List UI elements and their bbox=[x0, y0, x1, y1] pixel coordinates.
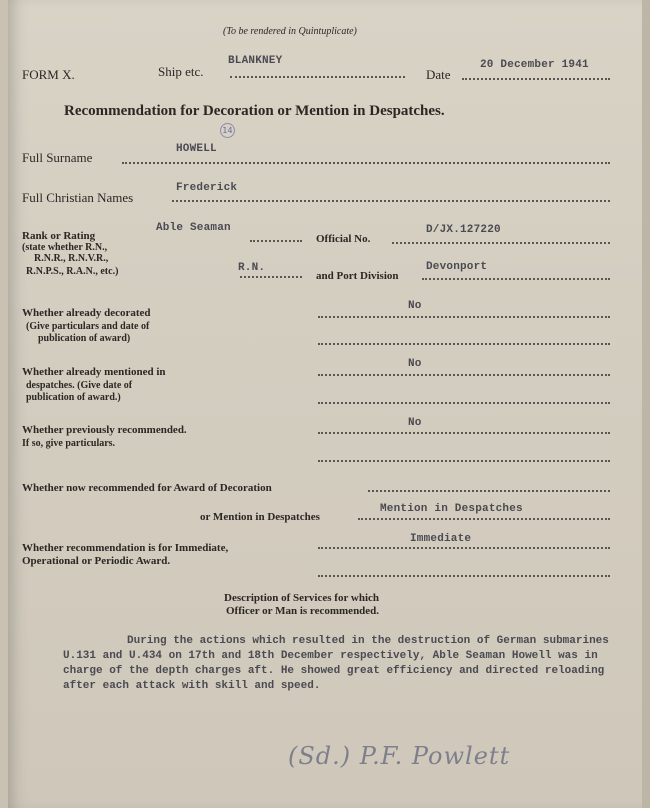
rank-note-1: (state whether R.N., bbox=[22, 242, 108, 253]
mentioned-dotted-line-2 bbox=[318, 402, 610, 404]
christian-names-dotted-line bbox=[172, 200, 610, 202]
rank-value: Able Seaman bbox=[156, 222, 231, 234]
description-heading-2: Officer or Man is recommended. bbox=[226, 605, 380, 617]
decorated-dotted-line-2 bbox=[318, 343, 610, 345]
official-no-dotted-line bbox=[392, 242, 610, 244]
port-division-dotted-line bbox=[422, 278, 610, 280]
mentioned-label-1: Whether already mentioned in bbox=[22, 366, 166, 378]
page-edge bbox=[642, 0, 650, 808]
immediate-label-2: Operational or Periodic Award. bbox=[22, 555, 171, 567]
surname-label: Full Surname bbox=[22, 150, 93, 165]
ship-label: Ship etc. bbox=[158, 64, 204, 79]
quintuplicate-note: (To be rendered in Quintuplicate) bbox=[223, 26, 357, 37]
previous-value: No bbox=[408, 417, 422, 429]
description-text: During the actions which resulted in the destruction of German submarines U.131 and U.434 on 17th and 18th December respectively, Able Seaman Howell was in charge of the depth charges aft. He showed great efficiency and directed reloading after each attack with skill and speed. bbox=[63, 635, 609, 692]
previous-dotted-line-2 bbox=[318, 460, 610, 462]
mention-label: or Mention in Despatches bbox=[200, 511, 320, 523]
ship-dotted-line bbox=[230, 76, 405, 78]
immediate-dotted-line-2 bbox=[318, 575, 610, 577]
christian-names-label: Full Christian Names bbox=[22, 190, 134, 205]
decorated-label-3: publication of award) bbox=[38, 333, 131, 344]
previous-label-1: Whether previously recommended. bbox=[22, 424, 187, 436]
surname-dotted-line bbox=[122, 162, 610, 164]
decorated-label-2: (Give particulars and date of bbox=[26, 321, 150, 332]
form-sheet bbox=[8, 0, 644, 808]
previous-label-2: If so, give particulars. bbox=[22, 438, 116, 449]
mentioned-label-2: despatches. (Give date of bbox=[26, 380, 133, 391]
rank-note-2: R.N.R., R.N.V.R., bbox=[34, 253, 109, 264]
now-recommended-dotted-line bbox=[368, 490, 610, 492]
description-heading-1: Description of Services for which bbox=[224, 592, 379, 604]
handwritten-signature: (Sd.) P.F. Powlett bbox=[288, 742, 511, 770]
official-no-value: D/JX.127220 bbox=[426, 224, 501, 236]
mention-dotted-line bbox=[358, 518, 610, 520]
decorated-value: No bbox=[408, 300, 422, 312]
immediate-dotted-line-1 bbox=[318, 547, 610, 549]
form-title: Recommendation for Decoration or Mention in Despatches. bbox=[64, 103, 445, 119]
official-no-label: Official No. bbox=[316, 233, 371, 245]
date-value: 20 December 1941 bbox=[480, 59, 589, 71]
surname-value: HOWELL bbox=[176, 143, 217, 155]
decorated-dotted-line-1 bbox=[318, 316, 610, 318]
form-label: FORM X. bbox=[22, 67, 75, 82]
port-division-value: Devonport bbox=[426, 261, 488, 273]
decorated-label-1: Whether already decorated bbox=[22, 307, 151, 319]
mentioned-value: No bbox=[408, 358, 422, 370]
service-value: R.N. bbox=[238, 262, 266, 274]
now-recommended-label: Whether now recommended for Award of Decoration bbox=[22, 482, 272, 494]
immediate-value: Immediate bbox=[410, 533, 472, 545]
mention-value: Mention in Despatches bbox=[380, 503, 523, 515]
rank-label: Rank or Rating bbox=[22, 230, 96, 242]
ship-value: BLANKNEY bbox=[228, 55, 283, 67]
immediate-label-1: Whether recommendation is for Immediate, bbox=[22, 542, 229, 554]
mentioned-dotted-line-1 bbox=[318, 374, 610, 376]
date-dotted-line bbox=[462, 78, 610, 80]
surname-annotation-mark: 14 bbox=[220, 123, 235, 138]
christian-names-value: Frederick bbox=[176, 182, 238, 194]
mentioned-label-3: publication of award.) bbox=[26, 392, 121, 403]
rank-note-3: R.N.P.S., R.A.N., etc.) bbox=[26, 266, 119, 277]
service-dotted-line bbox=[240, 276, 302, 278]
rank-dotted-line bbox=[250, 240, 302, 242]
port-division-label: and Port Division bbox=[316, 270, 399, 282]
date-label: Date bbox=[426, 67, 451, 82]
previous-dotted-line-1 bbox=[318, 432, 610, 434]
